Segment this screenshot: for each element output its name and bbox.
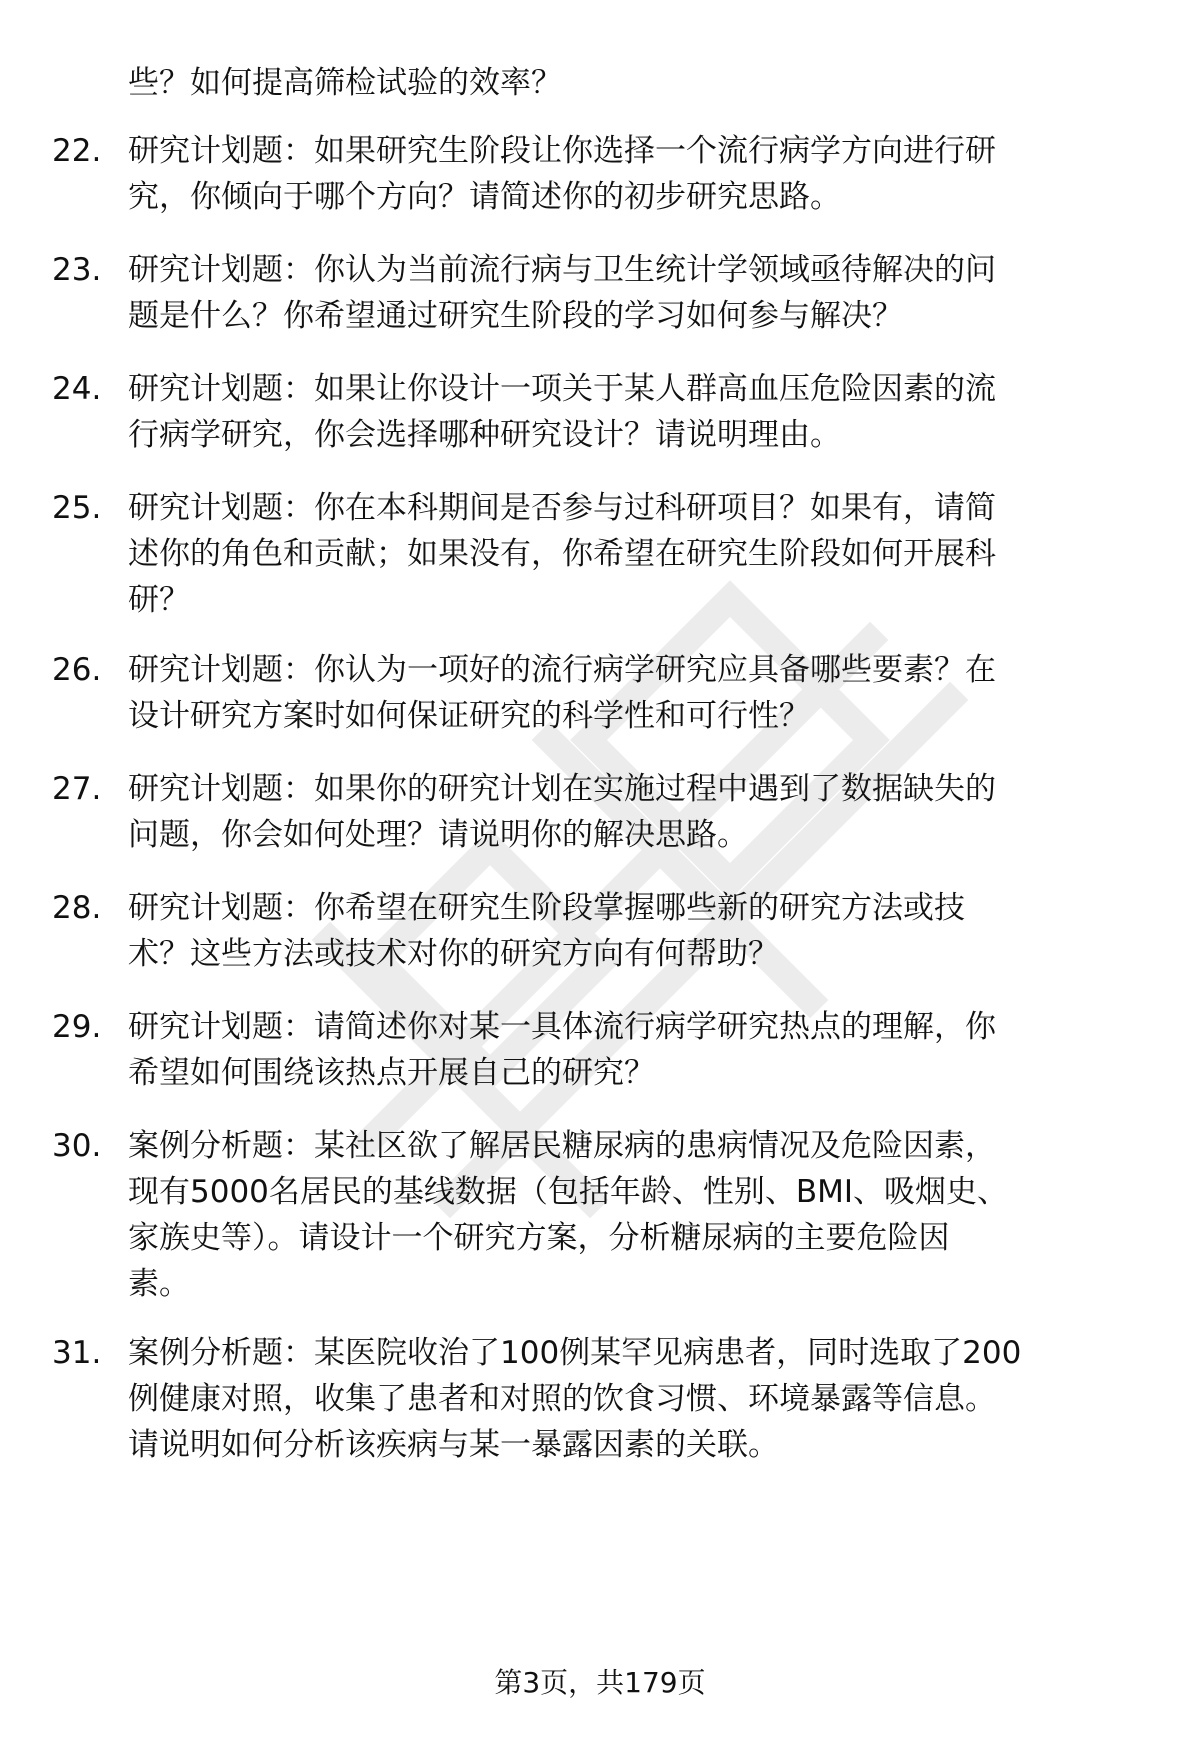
question-text-line: 研究计划题：你在本科期间是否参与过科研项目？如果有，请简 [128, 490, 996, 526]
question-number: 25. [52, 490, 102, 526]
question-text-line: 研究计划题：请简述你对某一具体流行病学研究热点的理解，你 [128, 1009, 996, 1045]
question-number: 24. [52, 371, 102, 407]
question-text-line: 案例分析题：某社区欲了解居民糖尿病的患病情况及危险因素， [128, 1128, 996, 1164]
question-number: 31. [52, 1335, 102, 1371]
question-text-line: 研究计划题：如果你的研究计划在实施过程中遇到了数据缺失的 [128, 771, 996, 807]
question-text-line: 研究计划题：如果让你设计一项关于某人群高血压危险因素的流 [128, 371, 996, 407]
question-number: 23. [52, 252, 102, 288]
question-text-line: 设计研究方案时如何保证研究的科学性和可行性？ [128, 698, 810, 734]
question-text-line: 究，你倾向于哪个方向？请简述你的初步研究思路。 [128, 179, 841, 215]
question-text-line: 题是什么？你希望通过研究生阶段的学习如何参与解决？ [128, 298, 903, 334]
question-text-line: 行病学研究，你会选择哪种研究设计？请说明理由。 [128, 417, 841, 453]
question-text-line: 术？这些方法或技术对你的研究方向有何帮助？ [128, 936, 779, 972]
question-text-line: 研？ [128, 582, 190, 618]
question-text-line: 请说明如何分析该疾病与某一暴露因素的关联。 [128, 1427, 779, 1463]
question-text-line: 例健康对照，收集了患者和对照的饮食习惯、环境暴露等信息。 [128, 1381, 996, 1417]
question-text-line: 研究计划题：如果研究生阶段让你选择一个流行病学方向进行研 [128, 133, 996, 169]
question-number: 22. [52, 133, 102, 169]
question-text-line: 研究计划题：你认为一项好的流行病学研究应具备哪些要素？在 [128, 652, 996, 688]
question-text-line: 问题，你会如何处理？请说明你的解决思路。 [128, 817, 748, 853]
question-number: 30. [52, 1128, 102, 1164]
question-text-line: 希望如何围绕该热点开展自己的研究？ [128, 1055, 655, 1091]
page-number-footer: 第3页，共179页 [494, 1666, 706, 1699]
question-number: 28. [52, 890, 102, 926]
question-text-line: 案例分析题：某医院收治了100例某罕见病患者，同时选取了200 [128, 1335, 1022, 1371]
question-text-line: 现有5000名居民的基线数据（包括年龄、性别、BMI、吸烟史、 [128, 1174, 1009, 1210]
question-text-line: 素。 [128, 1266, 190, 1302]
question-number: 27. [52, 771, 102, 807]
question-text-line: 研究计划题：你希望在研究生阶段掌握哪些新的研究方法或技 [128, 890, 965, 926]
question-text-line: 家族史等）。请设计一个研究方案，分析糖尿病的主要危险因 [128, 1220, 950, 1256]
question-number: 29. [52, 1009, 102, 1045]
question-text-line: 述你的角色和贡献；如果没有，你希望在研究生阶段如何开展科 [128, 536, 996, 572]
question-text-line: 研究计划题：你认为当前流行病与卫生统计学领域亟待解决的问 [128, 252, 996, 288]
continued-question-text: 些？如何提高筛检试验的效率？ [128, 65, 562, 101]
question-number: 26. [52, 652, 102, 688]
